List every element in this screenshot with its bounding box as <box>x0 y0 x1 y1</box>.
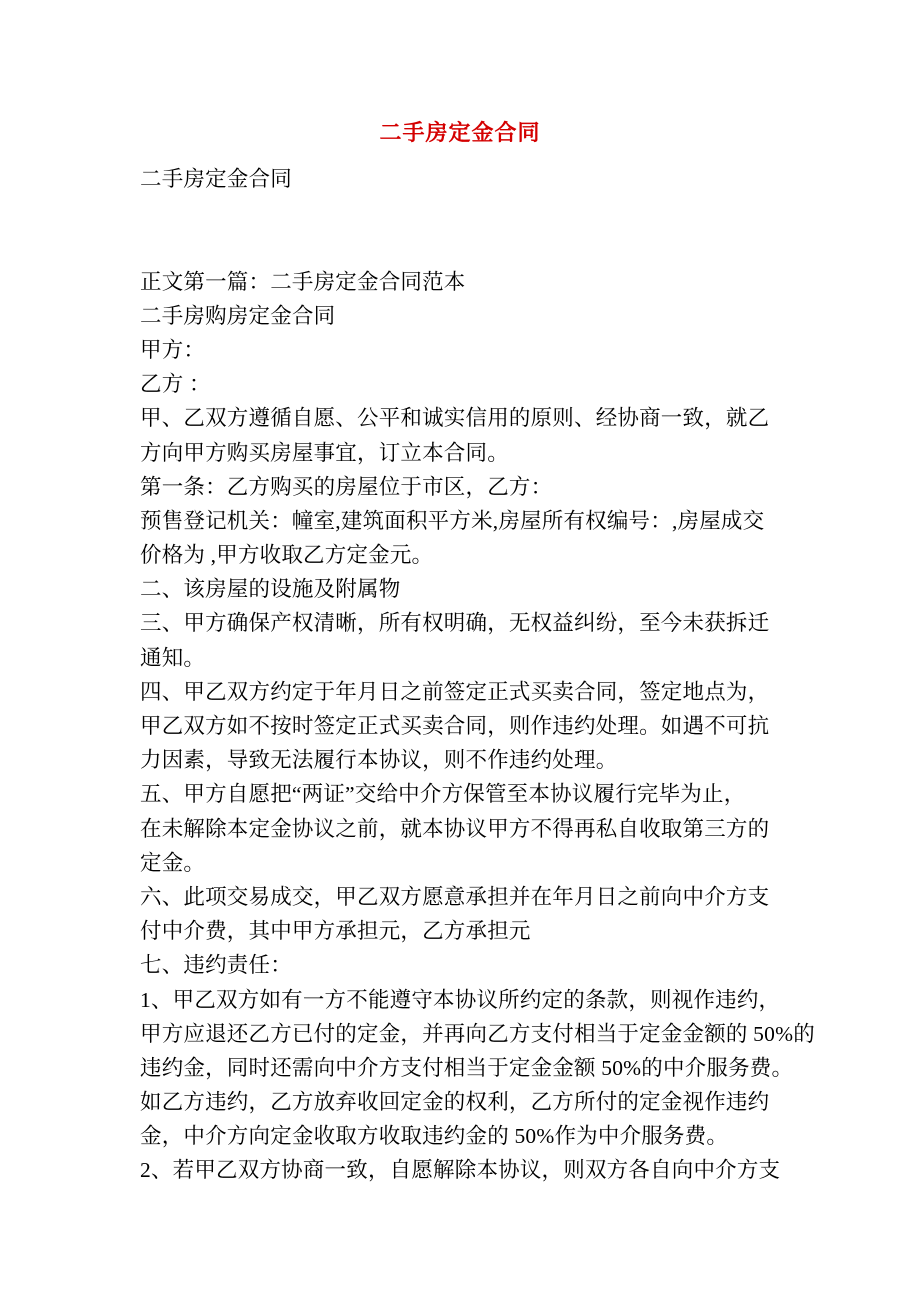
document-line: 乙方 ： <box>140 372 211 397</box>
document-line: 二手房购房定金合同 <box>140 303 336 328</box>
document-line: 金，中介方向定金收取方收取违约金的 50%作为中介服务费。 <box>140 1124 729 1149</box>
document-line: 七、违约责任： <box>140 953 292 978</box>
document-line: 2、若甲乙双方协商一致，自愿解除本协议，则双方各自向中介方支 <box>140 1158 781 1183</box>
document-line: 如乙方违约，乙方放弃收回定金的权利，乙方所付的定金视作违约 <box>140 1090 770 1115</box>
document-line: 付中介费，其中甲方承担元，乙方承担元 <box>140 919 531 944</box>
document-line: 甲、乙双方遵循自愿、公平和诚实信用的原则、经协商一致，就乙 <box>140 406 770 431</box>
document-line: 四、甲乙双方约定于年月日之前签定正式买卖合同，签定地点为， <box>140 679 770 704</box>
document-line <box>140 196 800 230</box>
document-line: 第一条：乙方购买的房屋位于市区，乙方： <box>140 474 553 499</box>
document-line: 通知。 <box>140 645 206 670</box>
document-line: 定金。 <box>140 850 206 875</box>
document-line: 违约金，同时还需向中介方支付相当于定金金额 50%的中介服务费。 <box>140 1055 794 1080</box>
document-line: 力因素，导致无法履行本协议，则不作违约处理。 <box>140 748 618 773</box>
document-line: 甲方应退还乙方已付的定金，并再向乙方支付相当于定金金额的 50%的 <box>140 1021 815 1046</box>
document-line: 甲方： <box>140 337 206 362</box>
document-line: 甲乙双方如不按时签定正式买卖合同，则作违约处理。如遇不可抗 <box>140 714 770 738</box>
document-line: 五、甲方自愿把“两证”交给中介方保管至本协议履行完毕为止， <box>140 782 746 807</box>
page-title: 二手房定金合同 <box>379 120 541 145</box>
document-line <box>140 230 800 264</box>
document-line: 方向甲方购买房屋事宜，订立本合同。 <box>140 440 509 465</box>
document-line: 价格为 ,甲方收取乙方定金元。 <box>140 543 434 568</box>
document-line: 在未解除本定金协议之前，就本协议甲方不得再私自收取第三方的 <box>140 816 770 841</box>
document-line: 1、甲乙双方如有一方不能遵守本协议所约定的条款，则视作违约， <box>140 987 781 1012</box>
document-body <box>140 162 815 1188</box>
document-line: 正文第一篇：二手房定金合同范本 <box>140 269 466 294</box>
document-line: 预售登记机关：幢室,建筑面积平方米,房屋所有权编号：,房屋成交 <box>140 508 765 533</box>
document-line: 三、甲方确保产权清晰，所有权明确，无权益纠纷，至今未获拆迁 <box>140 611 770 636</box>
document-line: 六、此项交易成交，甲乙双方愿意承担并在年月日之前向中介方支 <box>140 884 770 909</box>
document-line: 二手房定金合同 <box>140 167 292 191</box>
document-line: 二、该房屋的设施及附属物 <box>140 577 401 602</box>
